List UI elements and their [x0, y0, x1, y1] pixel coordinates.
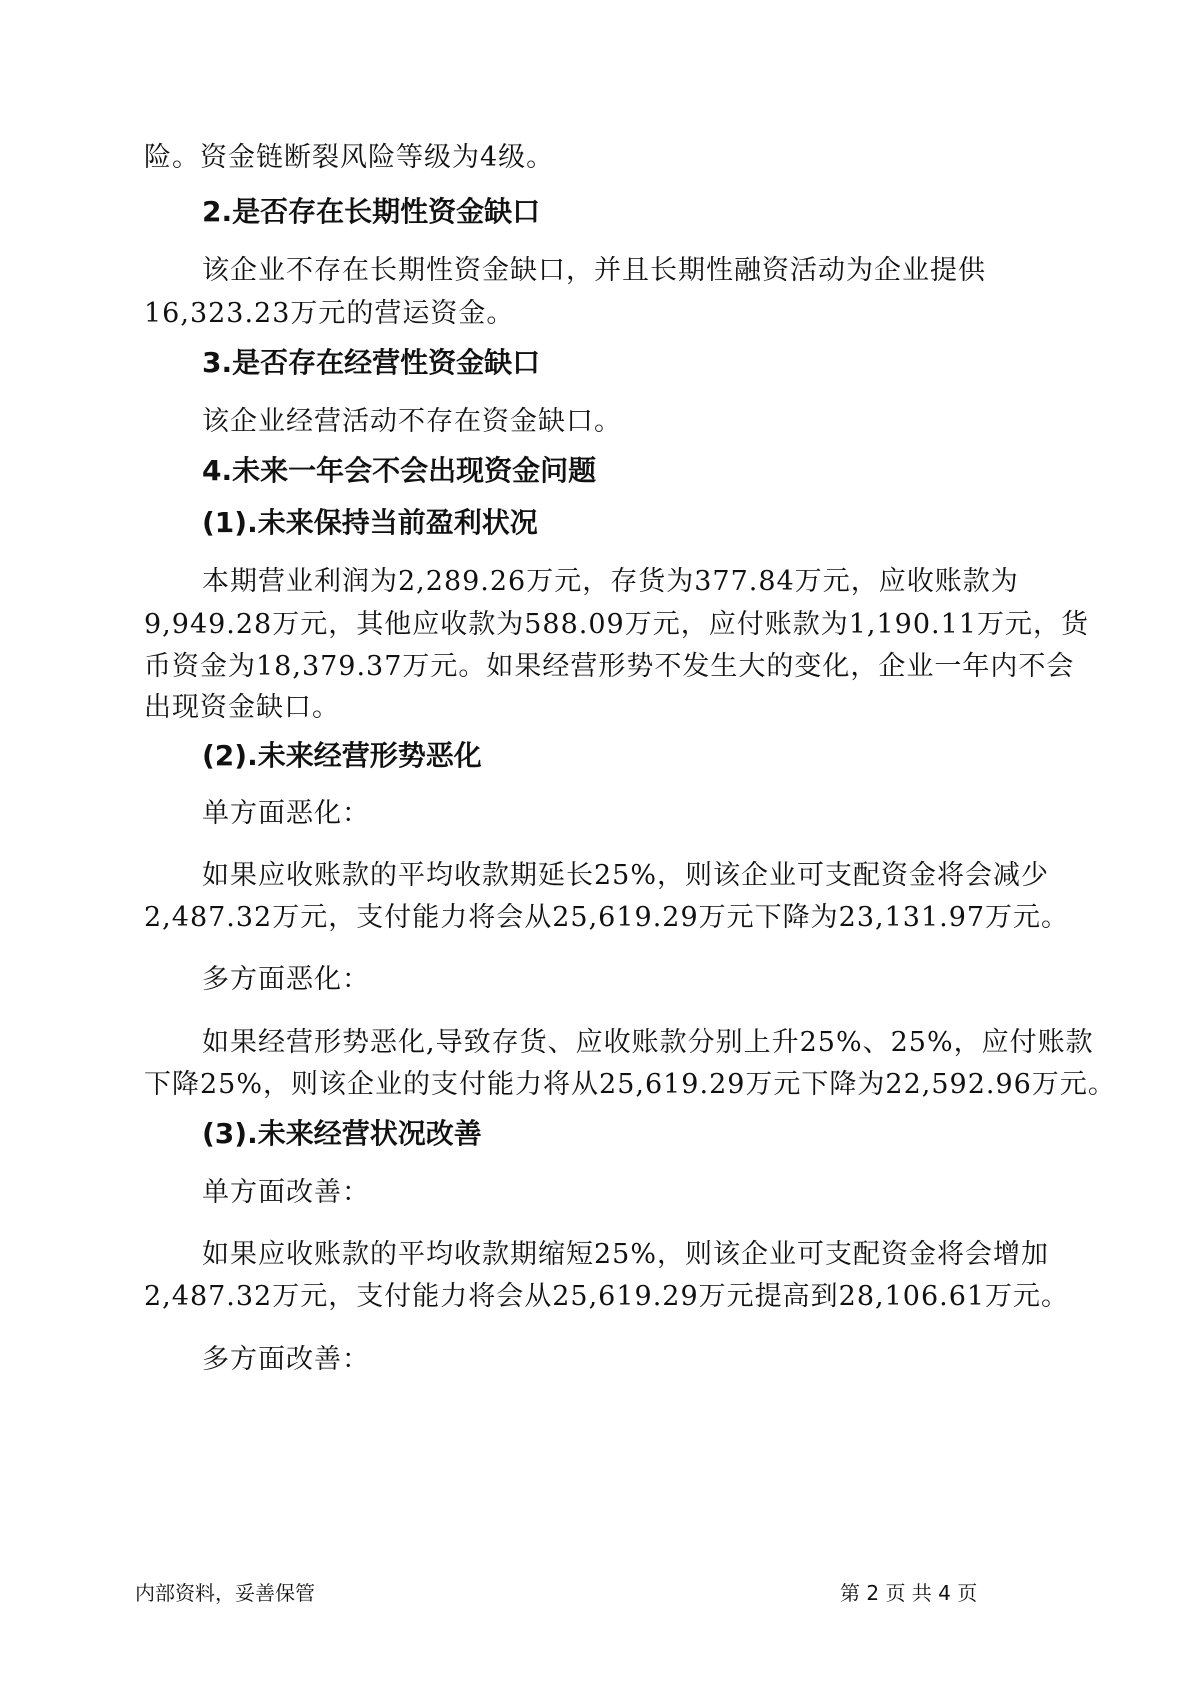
section-heading-3: 3.是否存在经营性资金缺口: [202, 346, 541, 379]
footer-page-number: 第 2 页 共 4 页: [840, 1581, 978, 1605]
paragraph-line: 多方面恶化：: [202, 964, 370, 995]
paragraph-line: 该企业不存在长期性资金缺口，并且长期性融资活动为企业提供: [202, 255, 986, 286]
paragraph-line: 本期营业利润为2,289.26万元，存货为377.84万元，应收账款为: [202, 566, 1019, 597]
paragraph-line: 单方面改善：: [202, 1177, 370, 1208]
paragraph-line: 如果应收账款的平均收款期缩短25%，则该企业可支配资金将会增加: [202, 1239, 1050, 1270]
subsection-heading-1: (1).未来保持当前盈利状况: [202, 506, 538, 539]
paragraph-line: 2,487.32万元，支付能力将会从25,619.29万元提高到28,106.61万元。: [144, 1281, 1070, 1312]
paragraph-line: 2,487.32万元，支付能力将会从25,619.29万元下降为23,131.97万元。: [144, 902, 1070, 933]
paragraph-line: 16,323.23万元的营运资金。: [144, 298, 515, 329]
paragraph-line: 该企业经营活动不存在资金缺口。: [202, 406, 622, 437]
paragraph-line: 如果经营形势恶化,导致存货、应收账款分别上升25%、25%，应付账款: [202, 1027, 1094, 1058]
paragraph-line: 币资金为18,379.37万元。如果经营形势不发生大的变化，企业一年内不会: [144, 651, 1075, 682]
paragraph-line: 如果应收账款的平均收款期延长25%，则该企业可支配资金将会减少: [202, 860, 1050, 891]
subsection-heading-2: (2).未来经营形势恶化: [202, 739, 482, 772]
subsection-heading-3: (3).未来经营状况改善: [202, 1117, 482, 1150]
paragraph-line: 出现资金缺口。: [144, 692, 340, 723]
section-heading-4: 4.未来一年会不会出现资金问题: [202, 454, 597, 487]
section-heading-2: 2.是否存在长期性资金缺口: [202, 195, 541, 228]
footer-confidential-note: 内部资料，妥善保管: [135, 1581, 315, 1605]
paragraph-line: 9,949.28万元，其他应收款为588.09万元，应付账款为1,190.11万元，货: [144, 609, 1089, 640]
paragraph-line: 下降25%，则该企业的支付能力将从25,619.29万元下降为22,592.96万元。: [144, 1069, 1116, 1100]
paragraph-line: 险。资金链断裂风险等级为4级。: [144, 142, 555, 173]
paragraph-line: 单方面恶化：: [202, 798, 370, 829]
paragraph-line: 多方面改善：: [202, 1344, 370, 1375]
